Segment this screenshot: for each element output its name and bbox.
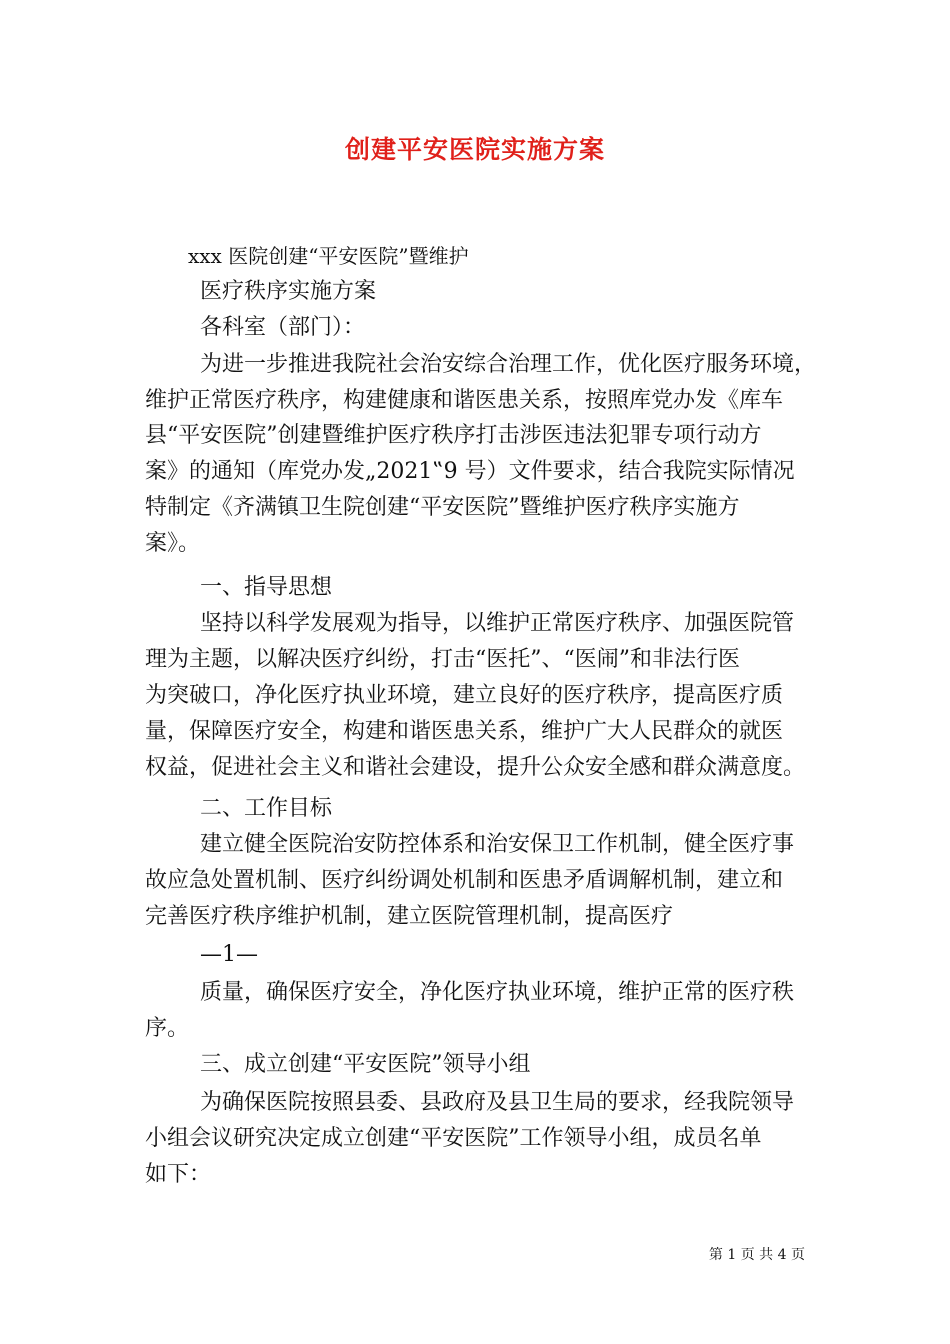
section3-line: 小组会议研究决定成立创建“平安医院”工作领导小组，成员名单 xyxy=(145,1126,762,1151)
section1-line: 坚持以科学发展观为指导，以维护正常医疗秩序、加强医院管 xyxy=(200,611,795,636)
page-footer: 第 1 页 共 4 页 xyxy=(708,1247,805,1263)
section-heading: 一、指导思想 xyxy=(200,575,333,600)
header-line-2: 医疗秩序实施方案 xyxy=(200,279,377,304)
section1-line: 量，保障医疗安全，构建和谐医患关系，维护广大人民群众的就医 xyxy=(145,719,784,744)
section1-line: 理为主题，以解决医疗纠纷，打击“医托”、“医闹”和非法行医 xyxy=(145,647,740,672)
section2-line: 序。 xyxy=(145,1016,190,1041)
intro-line: 为进一步推进我院社会治安综合治理工作，优化医疗服务环境， xyxy=(200,352,817,377)
section2-line: 建立健全医院治安防控体系和治安保卫工作机制，健全医疗事 xyxy=(200,832,795,857)
section-heading: 二、工作目标 xyxy=(200,796,333,821)
salutation: 各科室（部门）： xyxy=(200,315,366,340)
section1-line: 权益，促进社会主义和谐社会建设，提升公众安全感和群众满意度。 xyxy=(145,755,806,780)
intro-line: 案》。 xyxy=(145,531,201,556)
intro-line: 县“平安医院”创建暨维护医疗秩序打击涉医违法犯罪专项行动方 xyxy=(145,423,762,448)
document-title: 创建平安医院实施方案 xyxy=(344,135,605,164)
intro-line: 维护正常医疗秩序，构建健康和谐医患关系，按照库党办发《库车 xyxy=(145,388,784,413)
section2-line: 质量，确保医疗安全，净化医疗执业环境，维护正常的医疗秩 xyxy=(200,980,795,1005)
page-marker: —1— xyxy=(200,942,258,967)
intro-line: 特制定《齐满镇卫生院创建“平安医院”暨维护医疗秩序实施方 xyxy=(145,495,740,520)
section-heading: 三、成立创建“平安医院”领导小组 xyxy=(200,1052,531,1077)
section1-line: 为突破口，净化医疗执业环境，建立良好的医疗秩序，提高医疗质 xyxy=(145,683,784,708)
section2-line: 故应急处置机制、医疗纠纷调处机制和医患矛盾调解机制，建立和 xyxy=(145,868,784,893)
header-line-1: xxx 医院创建“平安医院”暨维护 xyxy=(188,244,469,268)
section3-line: 如下： xyxy=(145,1162,212,1187)
section3-line: 为确保医院按照县委、县政府及县卫生局的要求，经我院领导 xyxy=(200,1090,795,1115)
section2-line: 完善医疗秩序维护机制，建立医院管理机制，提高医疗 xyxy=(145,904,674,929)
intro-line: 案》的通知（库党办发„2021‟9 号）文件要求，结合我院实际情况 xyxy=(145,459,795,484)
